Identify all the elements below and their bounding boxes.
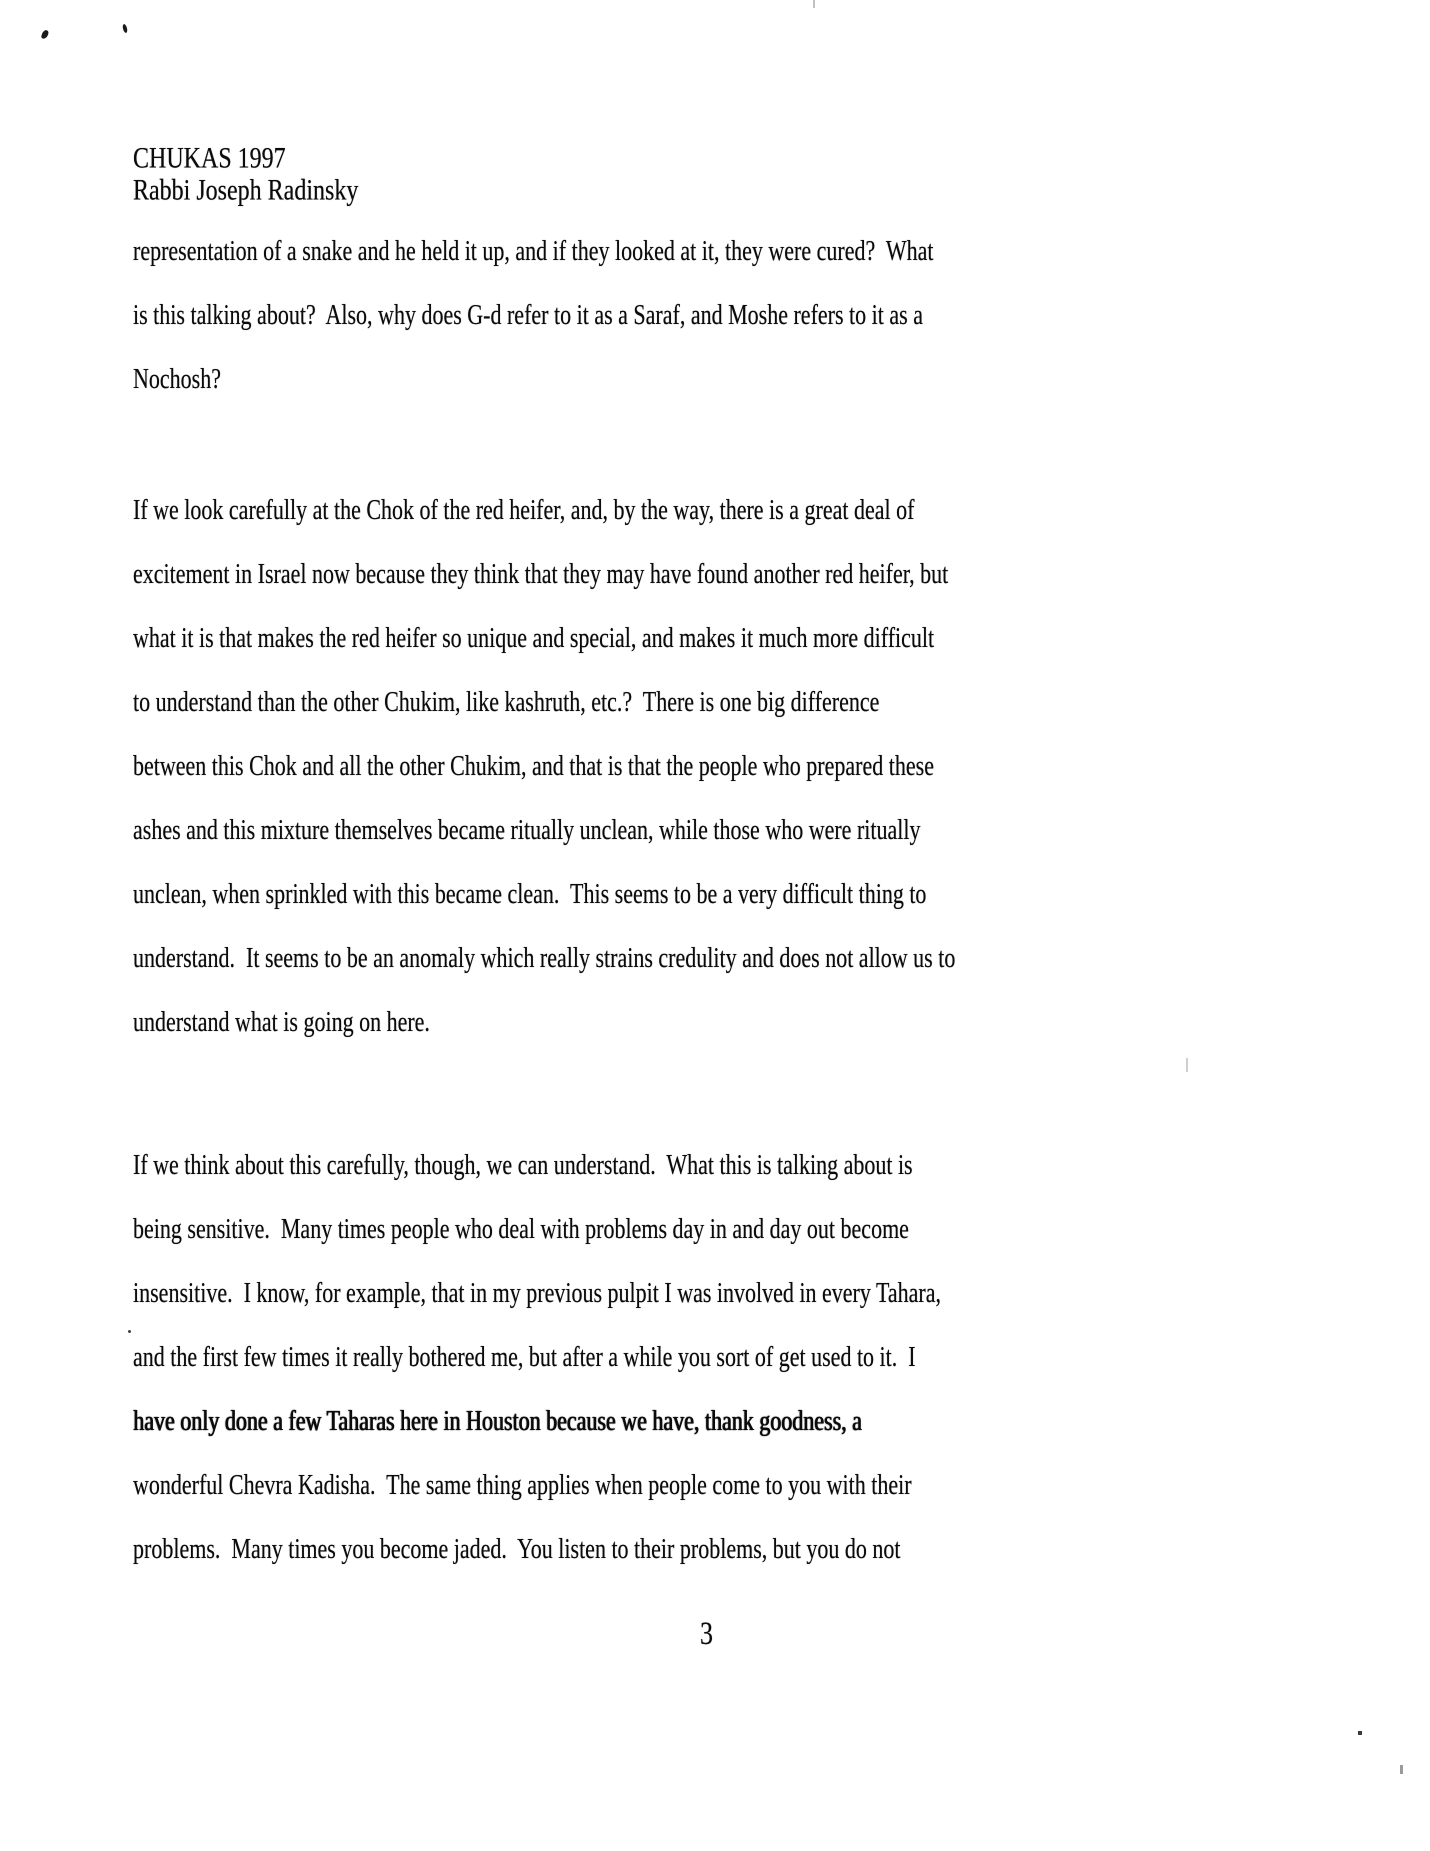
scan-speck: [122, 24, 128, 34]
document-title: CHUKAS 1997: [133, 143, 286, 175]
text-line: problems. Many times you become jaded. You listen to their problems, but you do not: [133, 1532, 901, 1565]
text-line: understand what is going on here.: [133, 1005, 430, 1038]
document-author: Rabbi Joseph Radinsky: [133, 175, 359, 207]
text-line: what it is that makes the red heifer so unique and special, and makes it much more difficult: [133, 621, 935, 654]
text-line: excitement in Israel now because they think that they may have found another red heifer, but: [133, 557, 949, 590]
text-line: between this Chok and all the other Chukim, and that is that the people who prepared these: [133, 749, 934, 782]
text-line: If we think about this carefully, though, we can understand. What this is talking about is: [133, 1148, 913, 1181]
scan-speck: [41, 29, 49, 39]
paragraph: [133, 1133, 1143, 1581]
scan-speck: [1358, 1731, 1362, 1735]
text-line: and the first few times it really bothered me, but after a while you sort of get used to it. I: [133, 1340, 916, 1373]
paragraph: [133, 219, 1143, 411]
page-number: 3: [700, 1615, 713, 1652]
text-line: wonderful Chevra Kadisha. The same thing applies when people come to you with their: [133, 1468, 912, 1501]
document-content: [133, 143, 1143, 1666]
text-line: representation of a snake and he held it up, and if they looked at it, they were cured? What: [133, 234, 934, 267]
paragraph: [133, 478, 1143, 1054]
text-line: being sensitive. Many times people who deal with problems day in and day out become: [133, 1212, 909, 1245]
text-line: unclean, when sprinkled with this became clean. This seems to be a very difficult thing to: [133, 877, 927, 910]
scan-speck: [1186, 1058, 1188, 1072]
text-line: insensitive. I know, for example, that in my previous pulpit I was involved in every Tahara,: [133, 1276, 941, 1309]
text-line: is this talking about? Also, why does G-d refer to it as a Saraf, and Moshe refers to it as a: [133, 298, 923, 331]
scan-speck: [813, 0, 815, 8]
text-line: Nochosh?: [133, 362, 221, 395]
text-line: If we look carefully at the Chok of the red heifer, and, by the way, there is a great deal of: [133, 493, 915, 526]
text-line: to understand than the other Chukim, like kashruth, etc.? There is one big difference: [133, 685, 880, 718]
scan-speck: [1400, 1765, 1403, 1774]
document-header: [133, 143, 1143, 207]
scan-speck: [128, 1330, 131, 1333]
text-line: ashes and this mixture themselves became ritually unclean, while those who were ritually: [133, 813, 921, 846]
text-line: understand. It seems to be an anomaly which really strains credulity and does not allow us to: [133, 941, 956, 974]
text-line: have only done a few Taharas here in Houston because we have, thank goodness, a: [133, 1404, 862, 1437]
